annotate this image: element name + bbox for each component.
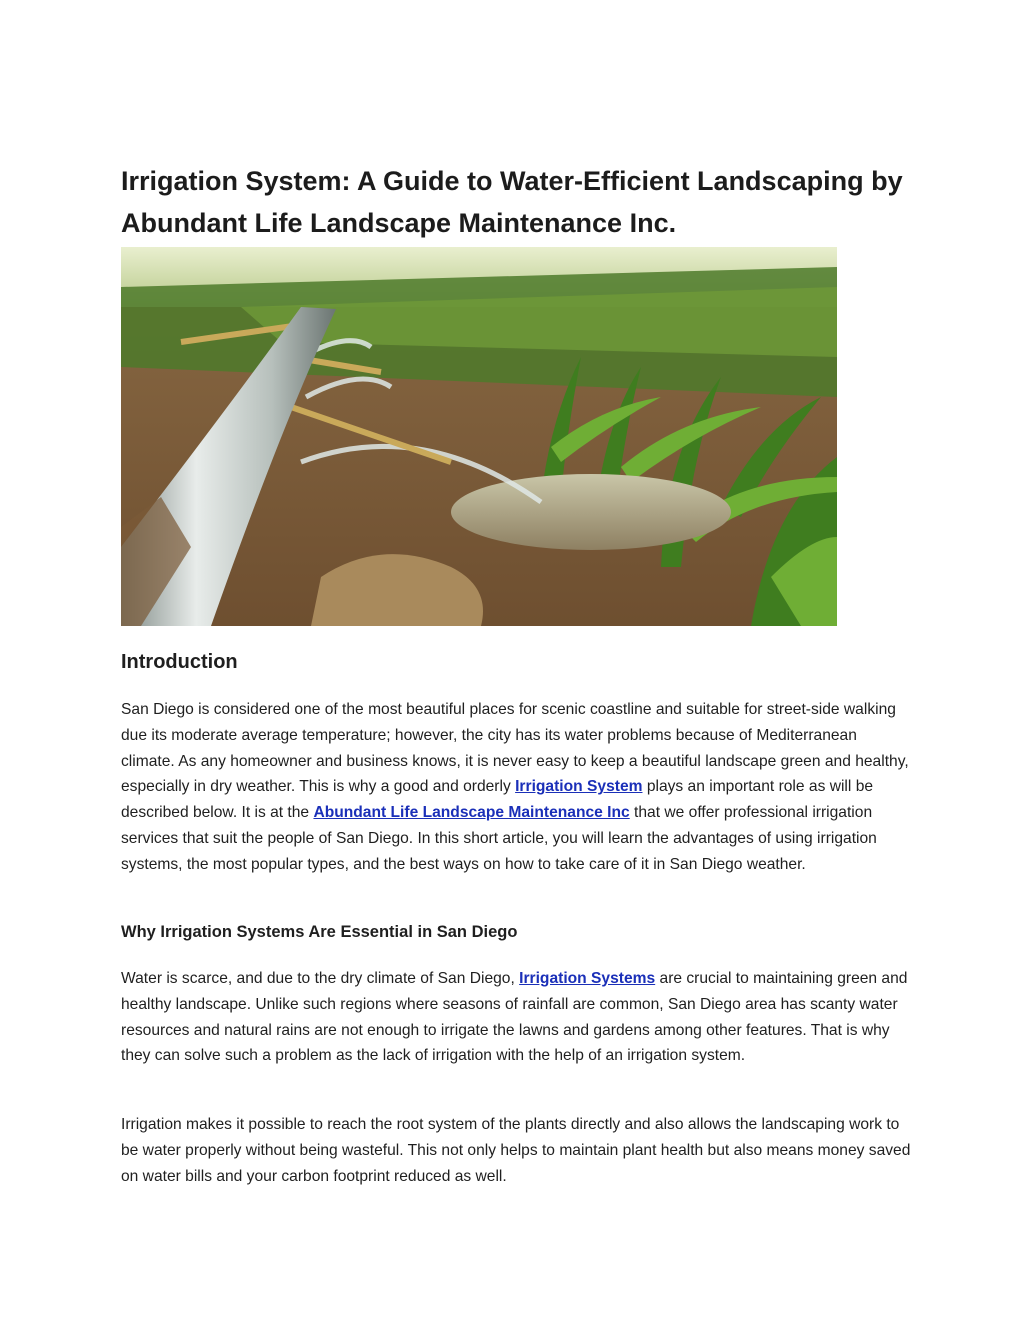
irrigation-photo [121,247,837,626]
essential-paragraph-2: Irrigation makes it possible to reach the root system of the plants directly and also allows the landscaping work to be water properly without being wasteful. This not only helps to maintain plant health but also means money saved on water bills and your carbon footprint reduced as well. [121,1116,911,1185]
intro-text-1: San Diego is considered one of the most beautiful places for scenic coastline and suitable for street-side walking due its moderate average temperature; however, the city has its water problems because of Mediterranean climate. As any homeowner and business knows, it is never easy to keep a beautiful landscape green and healthy, especially in dry weather. This is why a good and orderly [121,701,909,796]
essential-text-2: are crucial to maintaining green and healthy landscape. Unlike such regions where seasons of rainfall are common, San Diego area has scanty water resources and natural rains are not enough to irrigate the lawns and gardens among other features. That is why they can solve such a problem as the lack of irrigation with the help of an irrigation system. [121,970,908,1065]
irrigation-systems-link[interactable]: Irrigation Systems [519,970,656,987]
essential-text-1: Water is scarce, and due to the dry climate of San Diego, [121,970,520,987]
intro-paragraph [121,697,911,878]
article-title: Irrigation System: A Guide to Water-Efficient Landscaping by Abundant Life Landscape Maintenance Inc. [121,166,903,238]
intro-heading: Introduction [121,651,238,673]
irrigation-system-link[interactable]: Irrigation System [515,778,643,796]
intro-text-2: plays an important role as will be described below. It is at the [121,778,874,822]
essential-paragraph-1 [121,966,911,1069]
section-heading-essential: Why Irrigation Systems Are Essential in San Diego [121,923,518,941]
company-link[interactable]: Abundant Life Landscape Maintenance Inc [313,804,630,822]
intro-text-3: that we offer professional irrigation services that suit the people of San Diego. In this short article, you will learn the advantages of using irrigation systems, the most popular types, and the best ways on how to take care of it in San Diego weather. [121,804,877,873]
